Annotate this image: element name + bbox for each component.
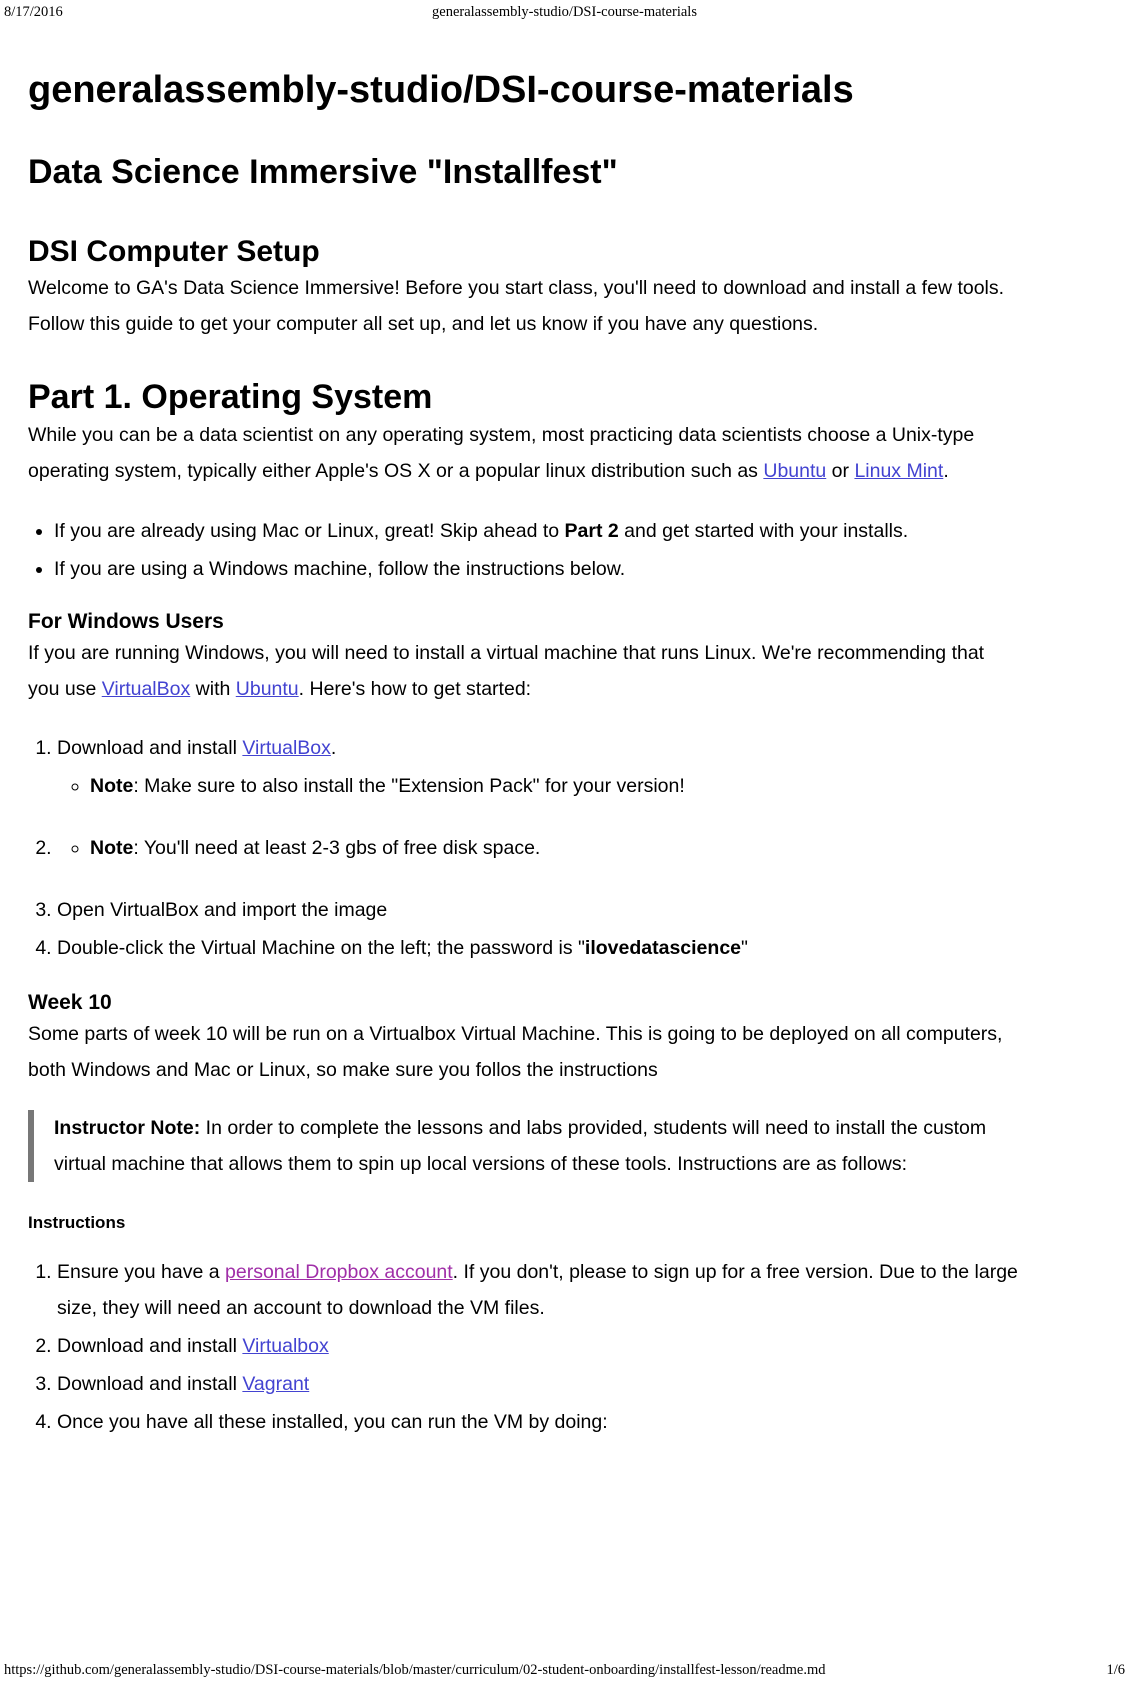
list-item bbox=[90, 830, 1020, 866]
linux-mint-link[interactable]: Linux Mint bbox=[854, 460, 944, 482]
text-run: Download and install bbox=[57, 737, 243, 759]
step-note-list bbox=[57, 830, 1020, 866]
text-run: Some parts of week 10 will be run on a Virtualbox Virtual Machine. This is going to be deployed on all computers, both Windows and Mac or Linux, so make sure you follos the instructions bbox=[28, 1023, 1003, 1081]
print-header-title: generalassembly-studio/DSI-course-materials bbox=[432, 4, 697, 20]
text-run: Once you have all these installed, you can run the VM by doing: bbox=[57, 1411, 608, 1433]
list-item bbox=[57, 1328, 1020, 1364]
text-run: or bbox=[826, 460, 855, 482]
bold-text: Instructor Note: bbox=[54, 1117, 201, 1139]
text-run: with bbox=[190, 678, 236, 700]
os-bullet-list bbox=[28, 513, 1020, 587]
virtualbox-link[interactable]: Virtualbox bbox=[242, 1335, 329, 1357]
list-item bbox=[54, 551, 1020, 587]
text-run: . bbox=[330, 737, 337, 759]
installfest-heading: Data Science Immersive "Installfest" bbox=[28, 153, 618, 191]
print-date: 8/17/2016 bbox=[4, 4, 63, 20]
print-header bbox=[4, 3, 1125, 21]
week10-heading: Week 10 bbox=[28, 991, 112, 1014]
operating-system-paragraph bbox=[28, 417, 1020, 489]
text-run: : You'll need at least 2-3 gbs of free disk space. bbox=[133, 837, 541, 859]
text-run: Open VirtualBox and import the image bbox=[57, 899, 388, 921]
list-item bbox=[57, 1404, 1020, 1440]
text-run: If you are using a Windows machine, follow the instructions below. bbox=[54, 558, 626, 580]
text-run: If you are already using Mac or Linux, great! Skip ahead to bbox=[54, 520, 565, 542]
windows-users-heading: For Windows Users bbox=[28, 610, 224, 633]
instructions-list bbox=[28, 1254, 1020, 1440]
windows-paragraph bbox=[28, 635, 1020, 707]
week10-paragraph bbox=[28, 1016, 1020, 1088]
bold-text: Note bbox=[90, 837, 134, 859]
instructor-note-blockquote bbox=[28, 1110, 1020, 1182]
list-item bbox=[57, 1254, 1020, 1326]
text-run: . Here's how to get started: bbox=[298, 678, 532, 700]
list-item bbox=[57, 730, 1020, 804]
ubuntu-link[interactable]: Ubuntu bbox=[763, 460, 827, 482]
text-run: Double-click the Virtual Machine on the left; the password is " bbox=[57, 937, 585, 959]
page-indicator: 1/6 bbox=[1106, 1662, 1125, 1678]
bold-text: Part 2 bbox=[564, 520, 619, 542]
step-note-list bbox=[57, 768, 1020, 804]
part1-heading: Part 1. Operating System bbox=[28, 378, 433, 416]
print-footer-url: https://github.com/generalassembly-studio/DSI-course-materials/blob/master/curriculum/02-student-onboarding/installfest-lesson/readme.md bbox=[4, 1662, 826, 1678]
vagrant-link[interactable]: Vagrant bbox=[242, 1373, 310, 1395]
text-run: Welcome to GA's Data Science Immersive! Before you start class, you'll need to download and install a few tools. Follow this guide to get your computer all set up, and let us know if you have any questions. bbox=[28, 277, 1005, 335]
list-item bbox=[57, 830, 1020, 866]
text-run: While you can be a data scientist on any operating system, most practicing data scientists choose a Unix-type operating system, typically either Apple's OS X or a popular linux distribution such as bbox=[28, 424, 975, 482]
dropbox-account-link[interactable]: personal Dropbox account bbox=[225, 1261, 453, 1283]
text-run: Download and install bbox=[57, 1335, 243, 1357]
text-run: " bbox=[741, 937, 748, 959]
text-run: If you are running Windows, you will need to install a virtual machine that runs Linux. We're recommending that you use bbox=[28, 642, 985, 700]
list-item bbox=[54, 513, 1020, 549]
instructor-note-text bbox=[54, 1110, 1020, 1182]
intro-paragraph bbox=[28, 270, 1020, 342]
markdown-document bbox=[28, 60, 1020, 1440]
text-run: Ensure you have a bbox=[57, 1261, 226, 1283]
print-footer bbox=[4, 1661, 1125, 1679]
list-item bbox=[57, 930, 1020, 966]
bold-text: ilovedatascience bbox=[584, 937, 742, 959]
ubuntu-link[interactable]: Ubuntu bbox=[235, 678, 299, 700]
text-run: and get started with your installs. bbox=[618, 520, 909, 542]
windows-steps-list bbox=[28, 730, 1020, 966]
list-item bbox=[57, 1366, 1020, 1402]
computer-setup-heading: DSI Computer Setup bbox=[28, 235, 320, 268]
text-run: Download and install bbox=[57, 1373, 243, 1395]
list-item bbox=[90, 768, 1020, 804]
virtualbox-link[interactable]: VirtualBox bbox=[101, 678, 191, 700]
step-text bbox=[57, 737, 336, 759]
text-run: In order to complete the lessons and labs provided, students will need to install the custom virtual machine that allows them to spin up local versions of these tools. Instructions are as follows: bbox=[54, 1117, 987, 1175]
repo-title-heading: generalassembly-studio/DSI-course-materials bbox=[28, 69, 854, 111]
text-run: . bbox=[943, 460, 949, 482]
bold-text: Note bbox=[90, 775, 134, 797]
list-item bbox=[57, 892, 1020, 928]
text-run: : Make sure to also install the "Extension Pack" for your version! bbox=[133, 775, 685, 797]
instructions-heading: Instructions bbox=[28, 1213, 126, 1232]
text-run: . If you don't, please to sign up for a free version. Due to the large size, they will need an account to download the VM files. bbox=[57, 1261, 1018, 1319]
virtualbox-link[interactable]: VirtualBox bbox=[242, 737, 331, 759]
